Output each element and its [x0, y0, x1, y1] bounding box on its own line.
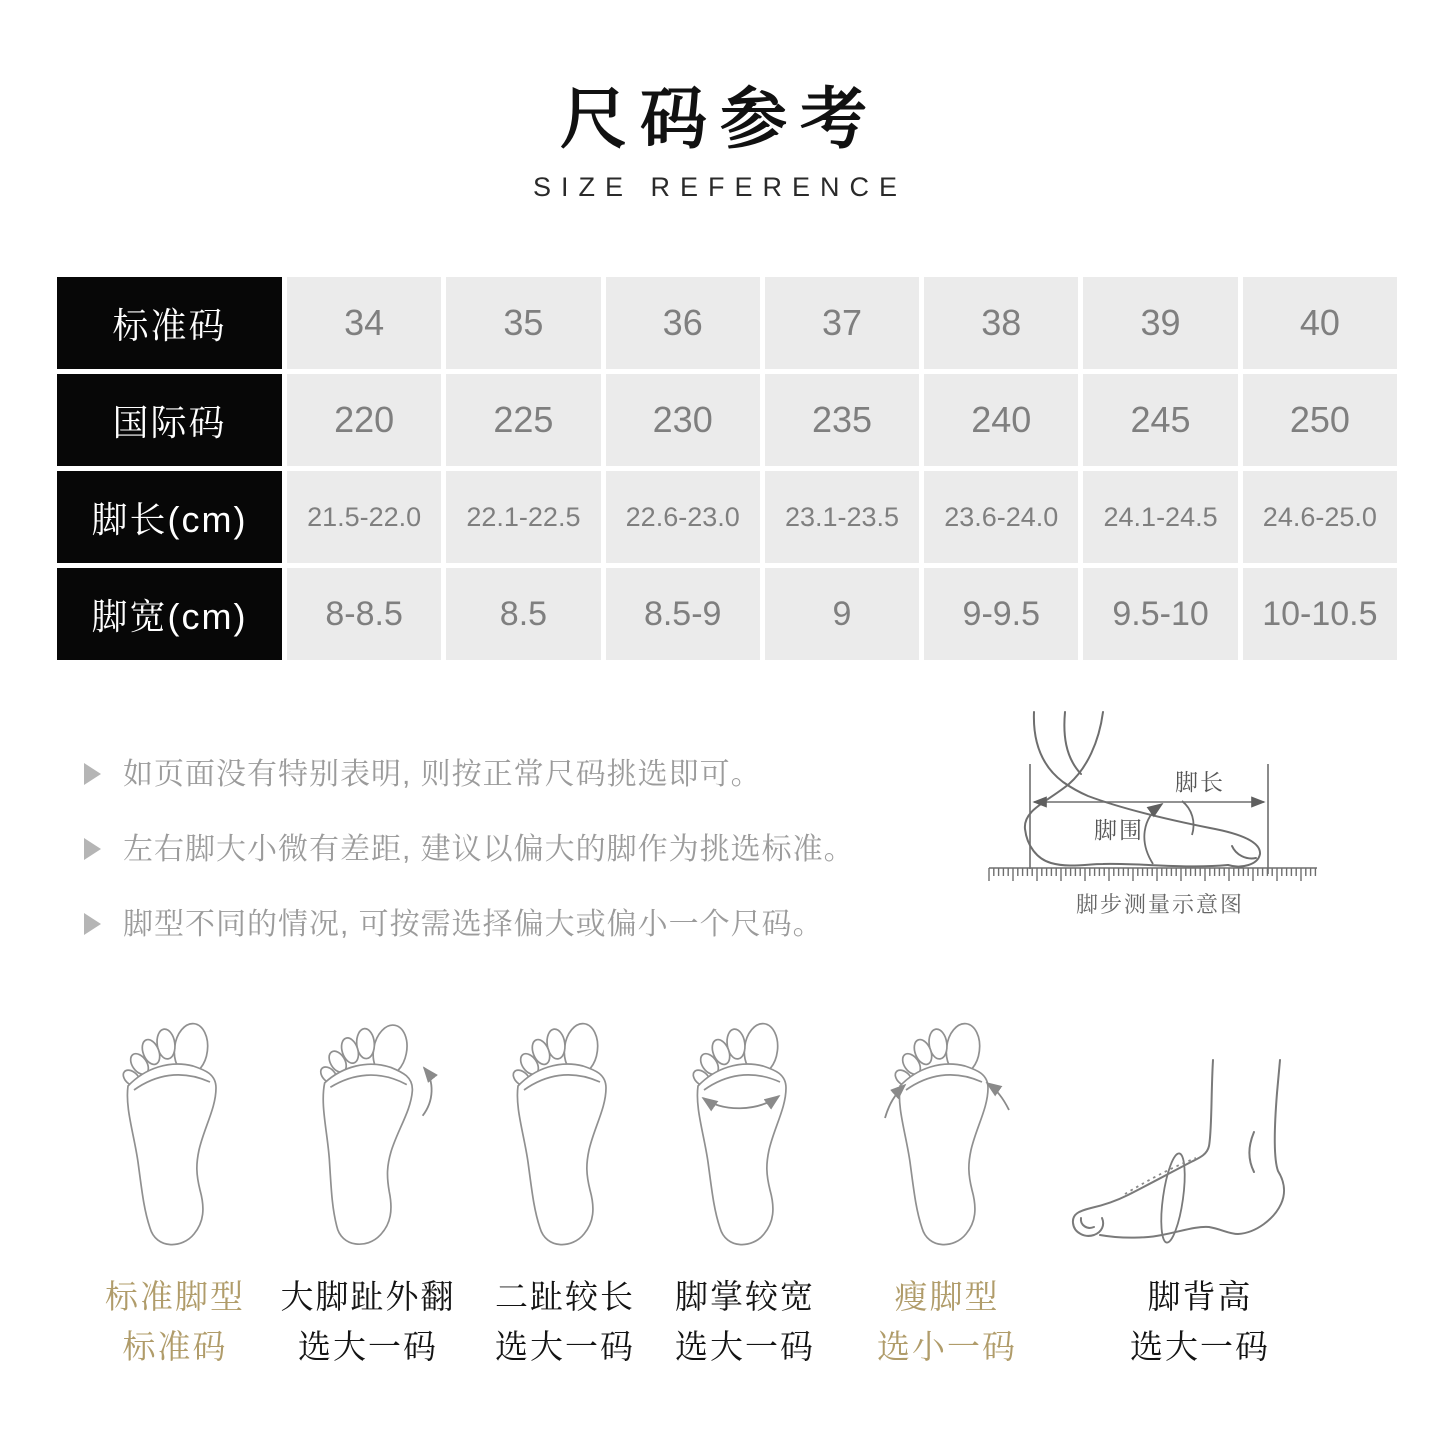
foot-length-label: 脚长: [1175, 769, 1225, 795]
table-cell: 37: [765, 277, 919, 369]
table-cell: 36: [606, 277, 760, 369]
foot-high-instep-illustration: [1060, 1058, 1300, 1248]
note-item: [84, 756, 855, 794]
table-cell: 21.5-22.0: [287, 471, 441, 563]
table-cell: 235: [765, 374, 919, 466]
note-item: [84, 831, 855, 869]
triangle-bullet-icon: [84, 763, 101, 785]
measure-caption: 脚步测量示意图: [1075, 892, 1245, 917]
table-cell: 23.6-24.0: [924, 471, 1078, 563]
table-cell: 10-10.5: [1243, 568, 1397, 660]
caption-line1: 脚背高: [1147, 1278, 1253, 1315]
note-text: 左右脚大小微有差距, 建议以偏大的脚作为挑选标准。: [123, 833, 855, 866]
triangle-bullet-icon: [84, 838, 101, 860]
table-row-label: 脚宽(cm): [57, 568, 282, 660]
caption-line2: 选大一码: [495, 1328, 635, 1365]
caption-line2: 选大一码: [1130, 1328, 1270, 1365]
foot-thin-illustration: [897, 1022, 997, 1252]
table-cell: 40: [1243, 277, 1397, 369]
bunion-arrow-icon: [421, 1068, 434, 1117]
caption-line1: 二趾较长: [495, 1278, 635, 1315]
table-cell: 24.6-25.0: [1243, 471, 1397, 563]
note-item: [84, 906, 855, 944]
size-table: [57, 277, 1397, 660]
foot-measure-diagram: [985, 712, 1335, 952]
caption-line1: 瘦脚型: [894, 1278, 1000, 1315]
table-cell: 24.1-24.5: [1083, 471, 1237, 563]
caption-line2: 选小一码: [877, 1328, 1017, 1365]
caption-line2: 选大一码: [298, 1328, 438, 1365]
table-cell: 22.1-22.5: [446, 471, 600, 563]
table-cell: 23.1-23.5: [765, 471, 919, 563]
foot-caption: [1060, 1272, 1340, 1372]
table-cell: 9.5-10: [1083, 568, 1237, 660]
table-cell: 230: [606, 374, 760, 466]
note-text: 脚型不同的情况, 可按需选择偏大或偏小一个尺码。: [123, 908, 824, 941]
caption-line2: 标准码: [122, 1328, 228, 1365]
foot-long-second-toe-illustration: [515, 1022, 615, 1252]
table-cell: 39: [1083, 277, 1237, 369]
table-row-label: 国际码: [57, 374, 282, 466]
table-cell: 8-8.5: [287, 568, 441, 660]
foot-wide-illustration: [695, 1022, 795, 1252]
table-cell: 34: [287, 277, 441, 369]
table-cell: 225: [446, 374, 600, 466]
table-row-label: 脚长(cm): [57, 471, 282, 563]
table-cell: 245: [1083, 374, 1237, 466]
caption-line1: 标准脚型: [105, 1278, 245, 1315]
table-row-label: 标准码: [57, 277, 282, 369]
notes-list: [84, 756, 855, 981]
page-subtitle: SIZE REFERENCE: [532, 172, 908, 202]
table-cell: 9-9.5: [924, 568, 1078, 660]
page-title: 尺码参考: [560, 82, 880, 157]
foot-girth-label: 脚围: [1094, 817, 1144, 843]
table-cell: 35: [446, 277, 600, 369]
table-cell: 220: [287, 374, 441, 466]
table-cell: 38: [924, 277, 1078, 369]
ruler-icon: [989, 868, 1317, 881]
note-text: 如页面没有特别表明, 则按正常尺码挑选即可。: [123, 758, 762, 791]
triangle-bullet-icon: [84, 913, 101, 935]
foot-standard-illustration: [125, 1022, 225, 1252]
table-cell: 250: [1243, 374, 1397, 466]
table-cell: 8.5-9: [606, 568, 760, 660]
caption-line2: 选大一码: [675, 1328, 815, 1365]
table-cell: 9: [765, 568, 919, 660]
thin-arrow-right-icon: [987, 1083, 1009, 1110]
caption-line1: 大脚趾外翻: [280, 1278, 456, 1315]
table-cell: 22.6-23.0: [606, 471, 760, 563]
foot-bunion-illustration: [310, 1019, 426, 1255]
table-cell: 240: [924, 374, 1078, 466]
table-cell: 8.5: [446, 568, 600, 660]
caption-line1: 脚掌较宽: [675, 1278, 815, 1315]
foot-caption: [807, 1272, 1087, 1372]
ruler-ticks: [989, 868, 1315, 881]
foot-girth-arrow: [1144, 801, 1193, 864]
